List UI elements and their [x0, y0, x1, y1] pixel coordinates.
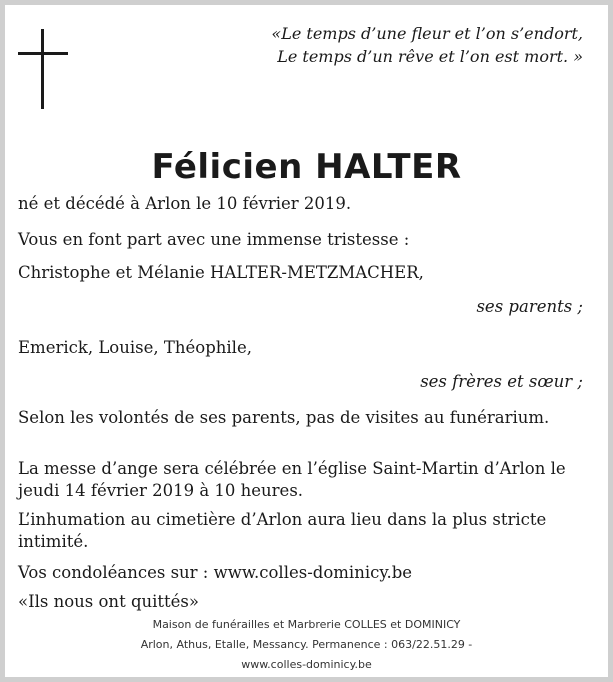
footer-line-1: Maison de funérailles et Marbrerie COLLES et DOMINICY — [152, 618, 461, 631]
visits-text: Selon les volontés de ses parents, pas de visites au funérarium. — [18, 408, 550, 427]
footer-line-2: Arlon, Athus, Etalle, Messancy. Permanence : 063/22.51.29 - — [140, 638, 473, 651]
mass-text: La messe d’ange sera célébrée en l’église Saint-Martin d’Arlon le jeudi 14 février 2019 à 10 heures. — [18, 459, 566, 500]
burial-text: L’inhumation au cimetière d’Arlon aura lieu dans la plus stricte intimité. — [18, 510, 547, 551]
footer-line-3: www.colles-dominicy.be — [241, 658, 372, 671]
quote-line-2: Le temps d’un rêve et l’on est mort. » — [277, 47, 583, 66]
cross-icon-bar — [18, 52, 68, 55]
condolences-text: Vos condoléances sur : www.colles-dominicy.be — [18, 563, 413, 582]
intro-text: né et décédé à Arlon le 10 février 2019. — [18, 194, 352, 213]
announcement-text: Vous en font part avec une immense tristesse : — [18, 230, 410, 249]
obituary-card — [5, 5, 608, 677]
quote-line-1: «Le temps d’une fleur et l’on s’endort, — [271, 24, 583, 43]
closing-text: «Ils nous ont quittés» — [18, 592, 199, 611]
deceased-name: Félicien HALTER — [151, 147, 462, 187]
siblings-names: Emerick, Louise, Théophile, — [18, 338, 252, 357]
parents-names: Christophe et Mélanie HALTER-METZMACHER, — [18, 263, 424, 282]
cross-icon — [41, 29, 44, 109]
parents-role: ses parents ; — [476, 297, 583, 316]
funeral-home-footer — [5, 615, 608, 675]
siblings-role: ses frères et sœur ; — [420, 372, 583, 391]
epigraph-quote — [271, 22, 583, 68]
